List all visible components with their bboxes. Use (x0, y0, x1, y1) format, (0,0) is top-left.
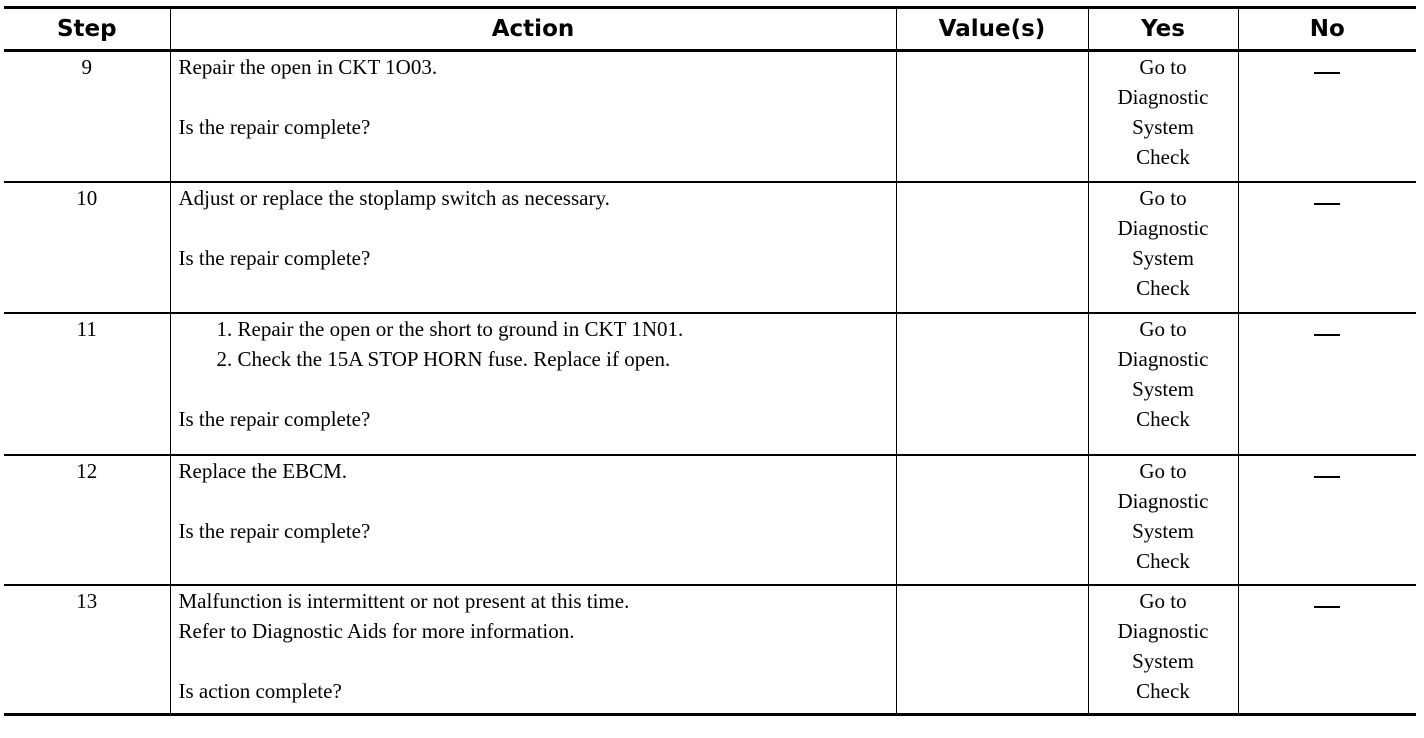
no-cell (1238, 585, 1416, 715)
no-cell (1238, 455, 1416, 585)
value-cell (896, 51, 1088, 183)
action-list-item: 2. Check the 15A STOP HORN fuse. Replace if open. (216, 347, 671, 371)
yes-text: System (1132, 246, 1194, 270)
yes-text: System (1132, 649, 1194, 673)
table-row (4, 313, 1416, 455)
action-list-item: 1. Repair the open or the short to ground in CKT 1N01. (216, 317, 684, 341)
em-dash (1314, 606, 1340, 608)
value-cell (896, 313, 1088, 455)
yes-cell (1088, 51, 1238, 183)
yes-text: Go to (1139, 589, 1187, 613)
action-question: Is the repair complete? (178, 246, 371, 270)
diagnostic-table-page (4, 6, 1416, 716)
yes-text: Diagnostic (1117, 216, 1209, 240)
yes-text: Check (1136, 145, 1190, 169)
yes-cell (1088, 313, 1238, 455)
yes-text: System (1132, 377, 1194, 401)
yes-cell (1088, 455, 1238, 585)
table-row (4, 585, 1416, 715)
action-cell (170, 585, 896, 715)
action-text: Refer to Diagnostic Aids for more information. (178, 619, 575, 643)
yes-text: Go to (1139, 186, 1187, 210)
action-question: Is the repair complete? (178, 115, 371, 139)
action-question: Is action complete? (178, 679, 342, 703)
column-header-values: Value(s) (896, 8, 1088, 51)
action-text: Malfunction is intermittent or not present at this time. (178, 589, 630, 613)
em-dash (1314, 476, 1340, 478)
yes-text: System (1132, 519, 1194, 543)
action-text: Adjust or replace the stoplamp switch as necessary. (178, 186, 610, 210)
step-number: 10 (4, 182, 170, 313)
value-cell (896, 585, 1088, 715)
action-cell (170, 455, 896, 585)
yes-text: Go to (1139, 459, 1187, 483)
step-number: 11 (4, 313, 170, 455)
yes-text: Diagnostic (1117, 489, 1209, 513)
em-dash (1314, 203, 1340, 205)
em-dash (1314, 72, 1340, 74)
action-cell (170, 313, 896, 455)
step-number: 13 (4, 585, 170, 715)
action-question: Is the repair complete? (178, 519, 371, 543)
value-cell (896, 182, 1088, 313)
action-text: Replace the EBCM. (178, 459, 348, 483)
yes-cell (1088, 182, 1238, 313)
yes-text: Go to (1139, 317, 1187, 341)
value-cell (896, 455, 1088, 585)
em-dash (1314, 334, 1340, 336)
column-header-step: Step (4, 8, 170, 51)
yes-text: Check (1136, 407, 1190, 431)
yes-text: Diagnostic (1117, 85, 1209, 109)
action-cell (170, 182, 896, 313)
action-text: Repair the open in CKT 1O03. (178, 55, 438, 79)
yes-text: Diagnostic (1117, 347, 1209, 371)
yes-text: Go to (1139, 55, 1187, 79)
table-row (4, 51, 1416, 183)
no-cell (1238, 182, 1416, 313)
action-question: Is the repair complete? (178, 407, 371, 431)
yes-text: System (1132, 115, 1194, 139)
yes-text: Check (1136, 679, 1190, 703)
yes-text: Diagnostic (1117, 619, 1209, 643)
no-cell (1238, 313, 1416, 455)
column-header-no: No (1238, 8, 1416, 51)
table-row (4, 455, 1416, 585)
yes-cell (1088, 585, 1238, 715)
table-row (4, 182, 1416, 313)
no-cell (1238, 51, 1416, 183)
step-number: 9 (4, 51, 170, 183)
yes-text: Check (1136, 276, 1190, 300)
diagnostic-table (4, 6, 1416, 716)
table-header-row (4, 8, 1416, 51)
step-number: 12 (4, 455, 170, 585)
action-cell (170, 51, 896, 183)
column-header-yes: Yes (1088, 8, 1238, 51)
yes-text: Check (1136, 549, 1190, 573)
column-header-action: Action (170, 8, 896, 51)
